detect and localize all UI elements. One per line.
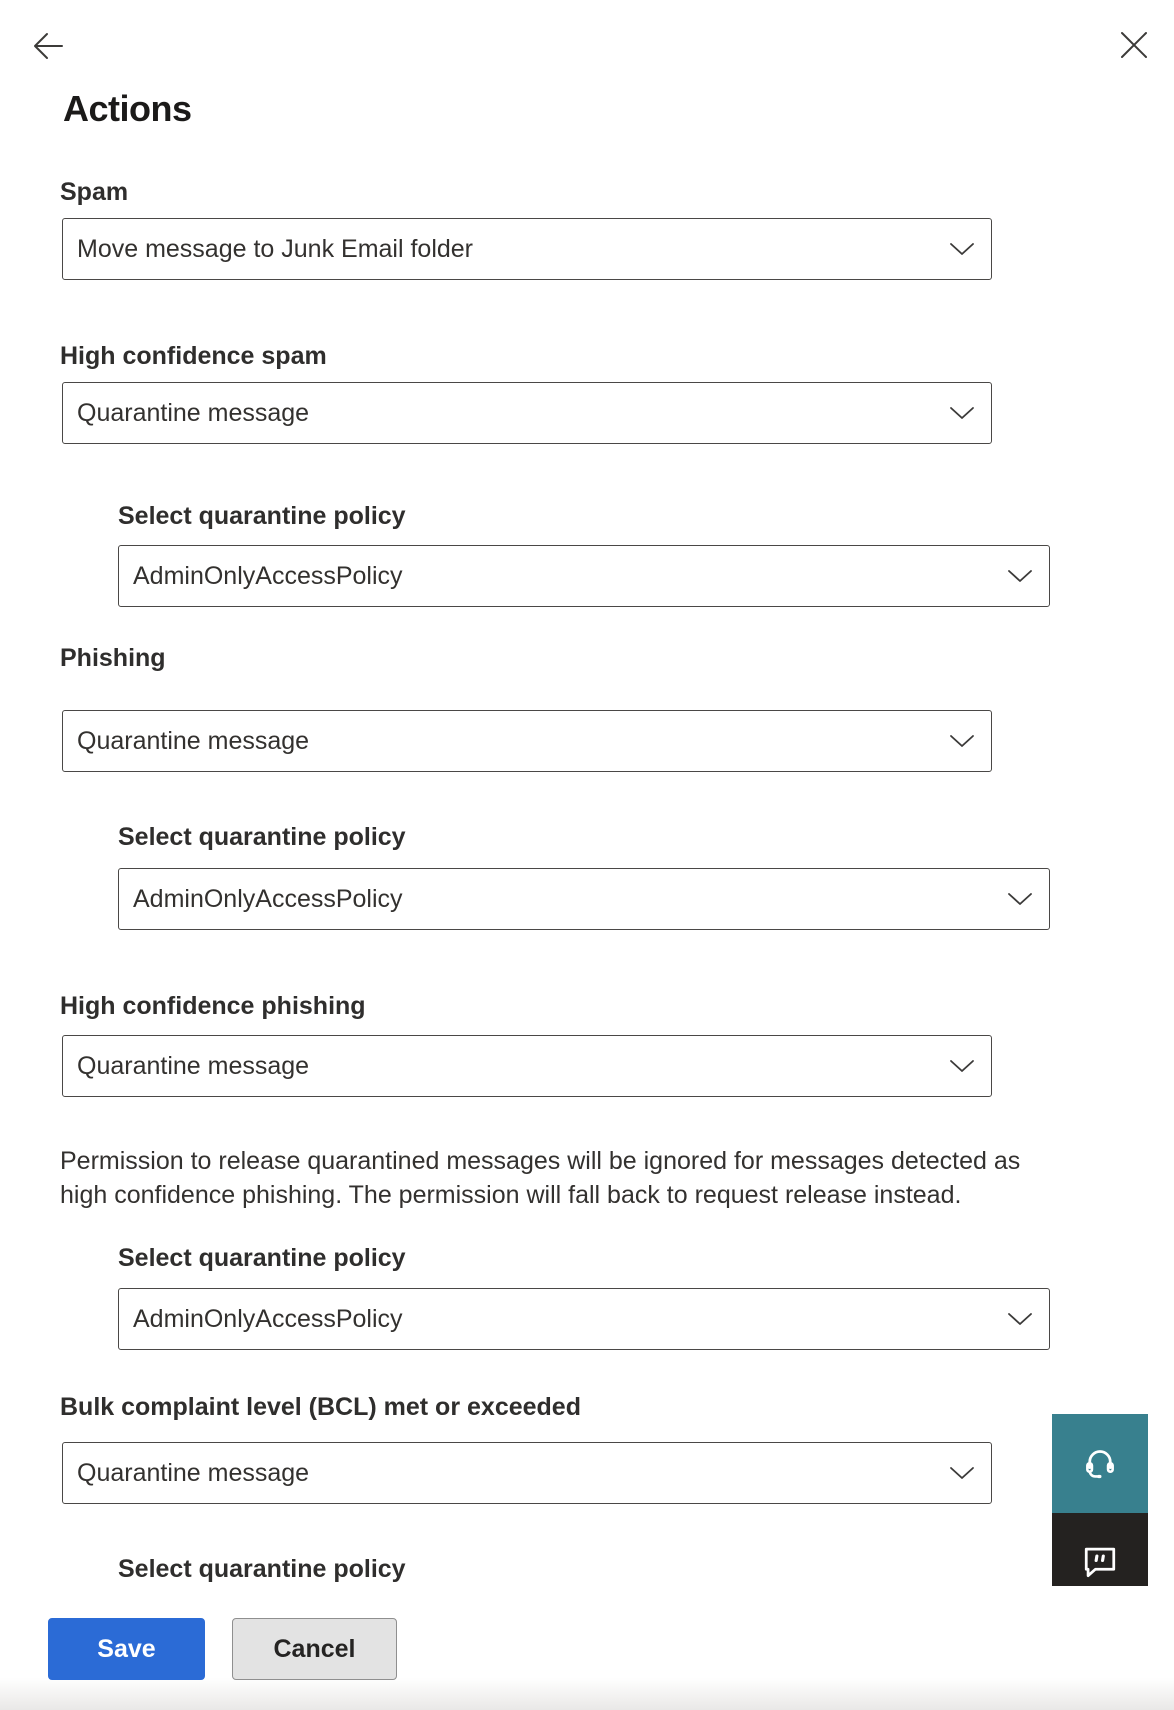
chevron-down-icon — [949, 241, 975, 257]
high-confidence-spam-label: High confidence spam — [60, 342, 327, 370]
high-confidence-spam-value: Quarantine message — [77, 398, 310, 427]
headset-icon — [1078, 1442, 1122, 1486]
arrow-left-icon — [30, 28, 66, 64]
chevron-down-icon — [949, 405, 975, 421]
feedback-chat-icon — [1078, 1539, 1122, 1583]
back-button[interactable] — [28, 26, 68, 66]
high-confidence-phishing-dropdown[interactable] — [62, 1035, 992, 1097]
chevron-down-icon — [949, 1058, 975, 1074]
phishing-action-dropdown[interactable] — [62, 710, 992, 772]
spam-action-dropdown[interactable] — [62, 218, 992, 280]
bulk-quarantine-policy-label: Select quarantine policy — [118, 1555, 406, 1583]
high-confidence-phishing-label: High confidence phishing — [60, 992, 366, 1020]
hcp-quarantine-policy-dropdown[interactable] — [118, 1288, 1050, 1350]
phishing-quarantine-policy-dropdown[interactable] — [118, 868, 1050, 930]
spam-quarantine-policy-label: Select quarantine policy — [118, 502, 406, 530]
phishing-quarantine-policy-value: AdminOnlyAccessPolicy — [133, 884, 403, 913]
hcp-permission-note: Permission to release quarantined messages will be ignored for messages detected as high confidence phishing. The permission will fall back to request release instead. — [60, 1147, 1021, 1209]
phishing-quarantine-policy-label: Select quarantine policy — [118, 823, 406, 851]
chevron-down-icon — [949, 733, 975, 749]
spam-label: Spam — [60, 178, 129, 206]
footer-bar — [0, 1586, 1174, 1710]
cancel-button[interactable]: Cancel — [232, 1618, 397, 1680]
spam-action-value: Move message to Junk Email folder — [77, 234, 474, 263]
high-confidence-phishing-value: Quarantine message — [77, 1051, 310, 1080]
bulk-complaint-level-dropdown[interactable] — [62, 1442, 992, 1504]
spam-quarantine-policy-dropdown[interactable] — [118, 545, 1050, 607]
spam-quarantine-policy-value: AdminOnlyAccessPolicy — [133, 561, 403, 590]
chevron-down-icon — [1007, 891, 1033, 907]
bulk-complaint-level-value: Quarantine message — [77, 1458, 310, 1487]
high-confidence-spam-dropdown[interactable] — [62, 382, 992, 444]
help-button[interactable] — [1052, 1414, 1148, 1513]
phishing-action-value: Quarantine message — [77, 726, 310, 755]
close-button[interactable] — [1114, 25, 1154, 65]
phishing-label: Phishing — [60, 644, 166, 672]
page-title: Actions — [63, 88, 192, 129]
chevron-down-icon — [1007, 1311, 1033, 1327]
bulk-complaint-level-label: Bulk complaint level (BCL) met or exceeded — [60, 1393, 581, 1421]
chevron-down-icon — [1007, 568, 1033, 584]
save-button[interactable]: Save — [48, 1618, 205, 1680]
close-icon — [1118, 29, 1150, 61]
hcp-quarantine-policy-label: Select quarantine policy — [118, 1244, 406, 1272]
hcp-quarantine-policy-value: AdminOnlyAccessPolicy — [133, 1304, 403, 1333]
chevron-down-icon — [949, 1465, 975, 1481]
